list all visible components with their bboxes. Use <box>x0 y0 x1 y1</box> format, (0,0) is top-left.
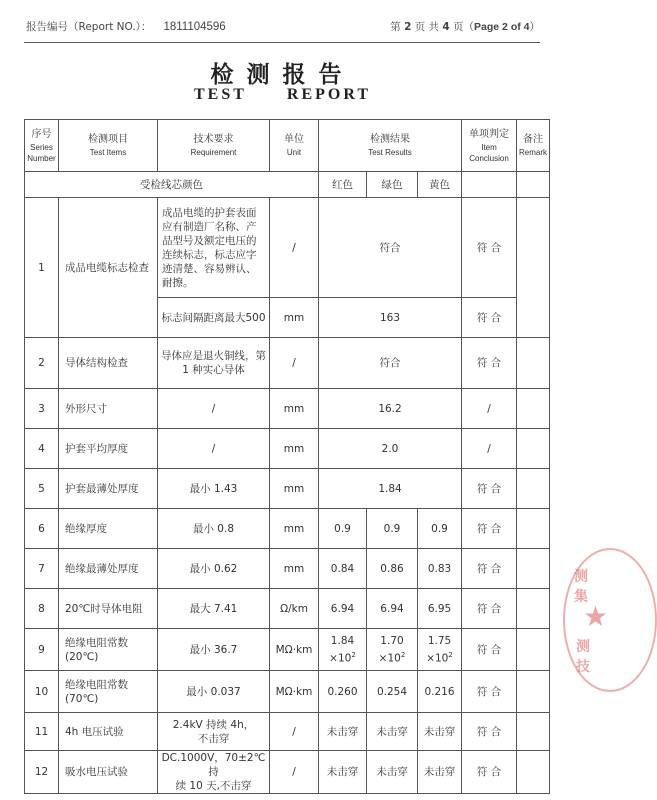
row-result: 16.2 <box>319 389 462 429</box>
core-color-green: 绿色 <box>367 172 418 198</box>
title-english <box>0 86 565 104</box>
row-remark <box>517 671 550 713</box>
row-number: 1 <box>25 198 59 338</box>
row-number: 11 <box>25 713 59 751</box>
row-result-red: 0.260 <box>319 671 367 713</box>
row-remark <box>517 469 550 509</box>
row-item: 绝缘最薄处厚度 <box>59 549 158 589</box>
seal-text-bottom: 测 技 <box>576 639 590 675</box>
row-number: 9 <box>25 629 59 671</box>
col-results: 检测结果 Test Results <box>319 120 462 172</box>
test-results-table <box>24 119 550 794</box>
row-requirement: 导体应是退火铜线，第 1 种实心导体 <box>158 338 270 389</box>
row-item: 绝缘电阻常数 (20℃) <box>59 629 158 671</box>
col-unit: 单位 Unit <box>270 120 319 172</box>
table-row <box>25 338 550 389</box>
row-unit: mm <box>270 298 319 338</box>
header-divider <box>24 42 540 43</box>
row-requirement: 最小 0.8 <box>158 509 270 549</box>
core-color-row <box>25 172 550 198</box>
row-remark <box>517 589 550 629</box>
row-unit: mm <box>270 549 319 589</box>
row-conclusion: 符 合 <box>462 198 517 298</box>
page-indicator <box>390 19 540 34</box>
table-row <box>25 751 550 794</box>
row-item: 4h 电压试验 <box>59 713 158 751</box>
table-row <box>25 198 550 298</box>
row-result: 符合 <box>319 198 462 298</box>
row-number: 8 <box>25 589 59 629</box>
row-result-red: 0.9 <box>319 509 367 549</box>
report-number-value: 1811104596 <box>163 21 226 33</box>
table-row <box>25 389 550 429</box>
row-result-yellow: 0.216 <box>418 671 462 713</box>
core-color-yellow: 黄色 <box>418 172 462 198</box>
row-unit: Ω/km <box>270 589 319 629</box>
col-remark: 备注 Remark <box>517 120 550 172</box>
report-number <box>26 19 226 34</box>
row-unit: MΩ·km <box>270 629 319 671</box>
row-number: 6 <box>25 509 59 549</box>
row-unit: mm <box>270 429 319 469</box>
row-unit: mm <box>270 509 319 549</box>
row-conclusion: 符 合 <box>462 469 517 509</box>
row-conclusion: 符 合 <box>462 509 517 549</box>
row-conclusion: / <box>462 389 517 429</box>
title-chinese: 检测报告 <box>210 61 355 88</box>
row-result-yellow: 6.95 <box>418 589 462 629</box>
col-item: 检测项目 Test Items <box>59 120 158 172</box>
table-row <box>25 589 550 629</box>
title-en-report: REPORT <box>286 86 372 103</box>
row-result-yellow: 1.75 $\times 10^2$ <box>418 629 462 671</box>
row-result-green: 0.86 <box>367 549 418 589</box>
row-remark <box>517 629 550 671</box>
table-row <box>25 713 550 751</box>
row-item: 护套平均厚度 <box>59 429 158 469</box>
row-unit: MΩ·km <box>270 671 319 713</box>
row-result-red: 1.84 $\times 10^2$ <box>319 629 367 671</box>
table-row <box>25 469 550 509</box>
row-requirement: 标志间隔距离最大500 <box>158 298 270 338</box>
row-unit: / <box>270 338 319 389</box>
row-conclusion: 符 合 <box>462 671 517 713</box>
row-number: 2 <box>25 338 59 389</box>
row-result: 符合 <box>319 338 462 389</box>
table-row <box>25 509 550 549</box>
table-header-row <box>25 120 550 172</box>
row-item: 导体结构检查 <box>59 338 158 389</box>
report-number-label: 报告编号（Report NO.）： <box>26 21 152 33</box>
row-remark <box>517 713 550 751</box>
row-requirement: DC.1000V，70±2℃持 续 10 天,不击穿 <box>158 751 270 794</box>
row-unit: / <box>270 198 319 298</box>
core-color-red: 红色 <box>319 172 367 198</box>
page-en: Page 2 of 4 <box>474 21 530 33</box>
row-requirement: 2.4kV 持续 4h， 不击穿 <box>158 713 270 751</box>
core-color-label: 受检线芯颜色 <box>25 172 319 198</box>
row-result-yellow: 未击穿 <box>418 751 462 794</box>
row-result-green: 未击穿 <box>367 713 418 751</box>
table-row <box>25 429 550 469</box>
row-requirement: 最小 36.7 <box>158 629 270 671</box>
row-requirement: 最小 0.037 <box>158 671 270 713</box>
row-remark <box>517 429 550 469</box>
row-result-yellow: 0.9 <box>418 509 462 549</box>
row-unit: / <box>270 713 319 751</box>
row-result-yellow: 未击穿 <box>418 713 462 751</box>
row-number: 5 <box>25 469 59 509</box>
row-result-yellow: 0.83 <box>418 549 462 589</box>
row-conclusion: 符 合 <box>462 751 517 794</box>
table-row <box>25 629 550 671</box>
page-suffix: 页（ <box>449 21 475 33</box>
col-serial: 序号 Series Number <box>25 120 59 172</box>
row-number: 12 <box>25 751 59 794</box>
col-requirement: 技术要求 Requirement <box>158 120 270 172</box>
seal-star-icon: ★ <box>583 600 609 633</box>
page-prefix: 第 <box>390 21 405 33</box>
row-item: 20℃时导体电阻 <box>59 589 158 629</box>
row-remark <box>517 549 550 589</box>
row-result: 163 <box>319 298 462 338</box>
row-conclusion: 符 合 <box>462 298 517 338</box>
row-result-green: 未击穿 <box>367 751 418 794</box>
row-result-red: 未击穿 <box>319 713 367 751</box>
row-result-green: 1.70 $\times 10^2$ <box>367 629 418 671</box>
row-result-red: 0.84 <box>319 549 367 589</box>
row-remark <box>517 389 550 429</box>
title-en-test: TEST <box>193 86 247 103</box>
row-number: 10 <box>25 671 59 713</box>
row-requirement: 成品电缆的护套表面应有制造厂名称、产品型号及额定电压的连续标志，标志应字迹清楚、容易辨认、耐擦。 <box>158 198 270 298</box>
row-item: 外形尺寸 <box>59 389 158 429</box>
row-item: 吸水电压试验 <box>59 751 158 794</box>
row-conclusion: 符 合 <box>462 629 517 671</box>
row-unit: mm <box>270 389 319 429</box>
row-result-green: 0.9 <box>367 509 418 549</box>
row-item: 成品电缆标志检查 <box>59 198 158 338</box>
row-number: 4 <box>25 429 59 469</box>
row-unit: / <box>270 751 319 794</box>
page-current: 2 <box>404 21 412 33</box>
seal-text-top: 测集 <box>574 569 588 605</box>
row-result-red: 6.94 <box>319 589 367 629</box>
col-conclusion: 单项判定 Item Conclusion <box>462 120 517 172</box>
row-item: 绝缘厚度 <box>59 509 158 549</box>
row-requirement: / <box>158 389 270 429</box>
row-number: 3 <box>25 389 59 429</box>
row-requirement: 最大 7.41 <box>158 589 270 629</box>
row-remark <box>517 509 550 549</box>
row-result-green: 6.94 <box>367 589 418 629</box>
row-remark <box>517 338 550 389</box>
page-end: ） <box>529 21 540 33</box>
row-conclusion: 符 合 <box>462 713 517 751</box>
row-requirement: 最小 0.62 <box>158 549 270 589</box>
row-result-red: 未击穿 <box>319 751 367 794</box>
row-item: 护套最薄处厚度 <box>59 469 158 509</box>
row-item: 绝缘电阻常数 (70℃) <box>59 671 158 713</box>
row-conclusion: 符 合 <box>462 549 517 589</box>
row-unit: mm <box>270 469 319 509</box>
row-requirement: 最小 1.43 <box>158 469 270 509</box>
row-result: 2.0 <box>319 429 462 469</box>
row-conclusion: 符 合 <box>462 589 517 629</box>
table-row <box>25 671 550 713</box>
row-remark <box>517 198 550 338</box>
row-result-green: 0.254 <box>367 671 418 713</box>
page-total: 4 <box>442 21 450 33</box>
row-result: 1.84 <box>319 469 462 509</box>
table-row <box>25 549 550 589</box>
row-conclusion: / <box>462 429 517 469</box>
page-mid: 页 共 <box>411 21 443 33</box>
row-remark <box>517 751 550 794</box>
row-number: 7 <box>25 549 59 589</box>
row-conclusion: 符 合 <box>462 338 517 389</box>
row-requirement: / <box>158 429 270 469</box>
